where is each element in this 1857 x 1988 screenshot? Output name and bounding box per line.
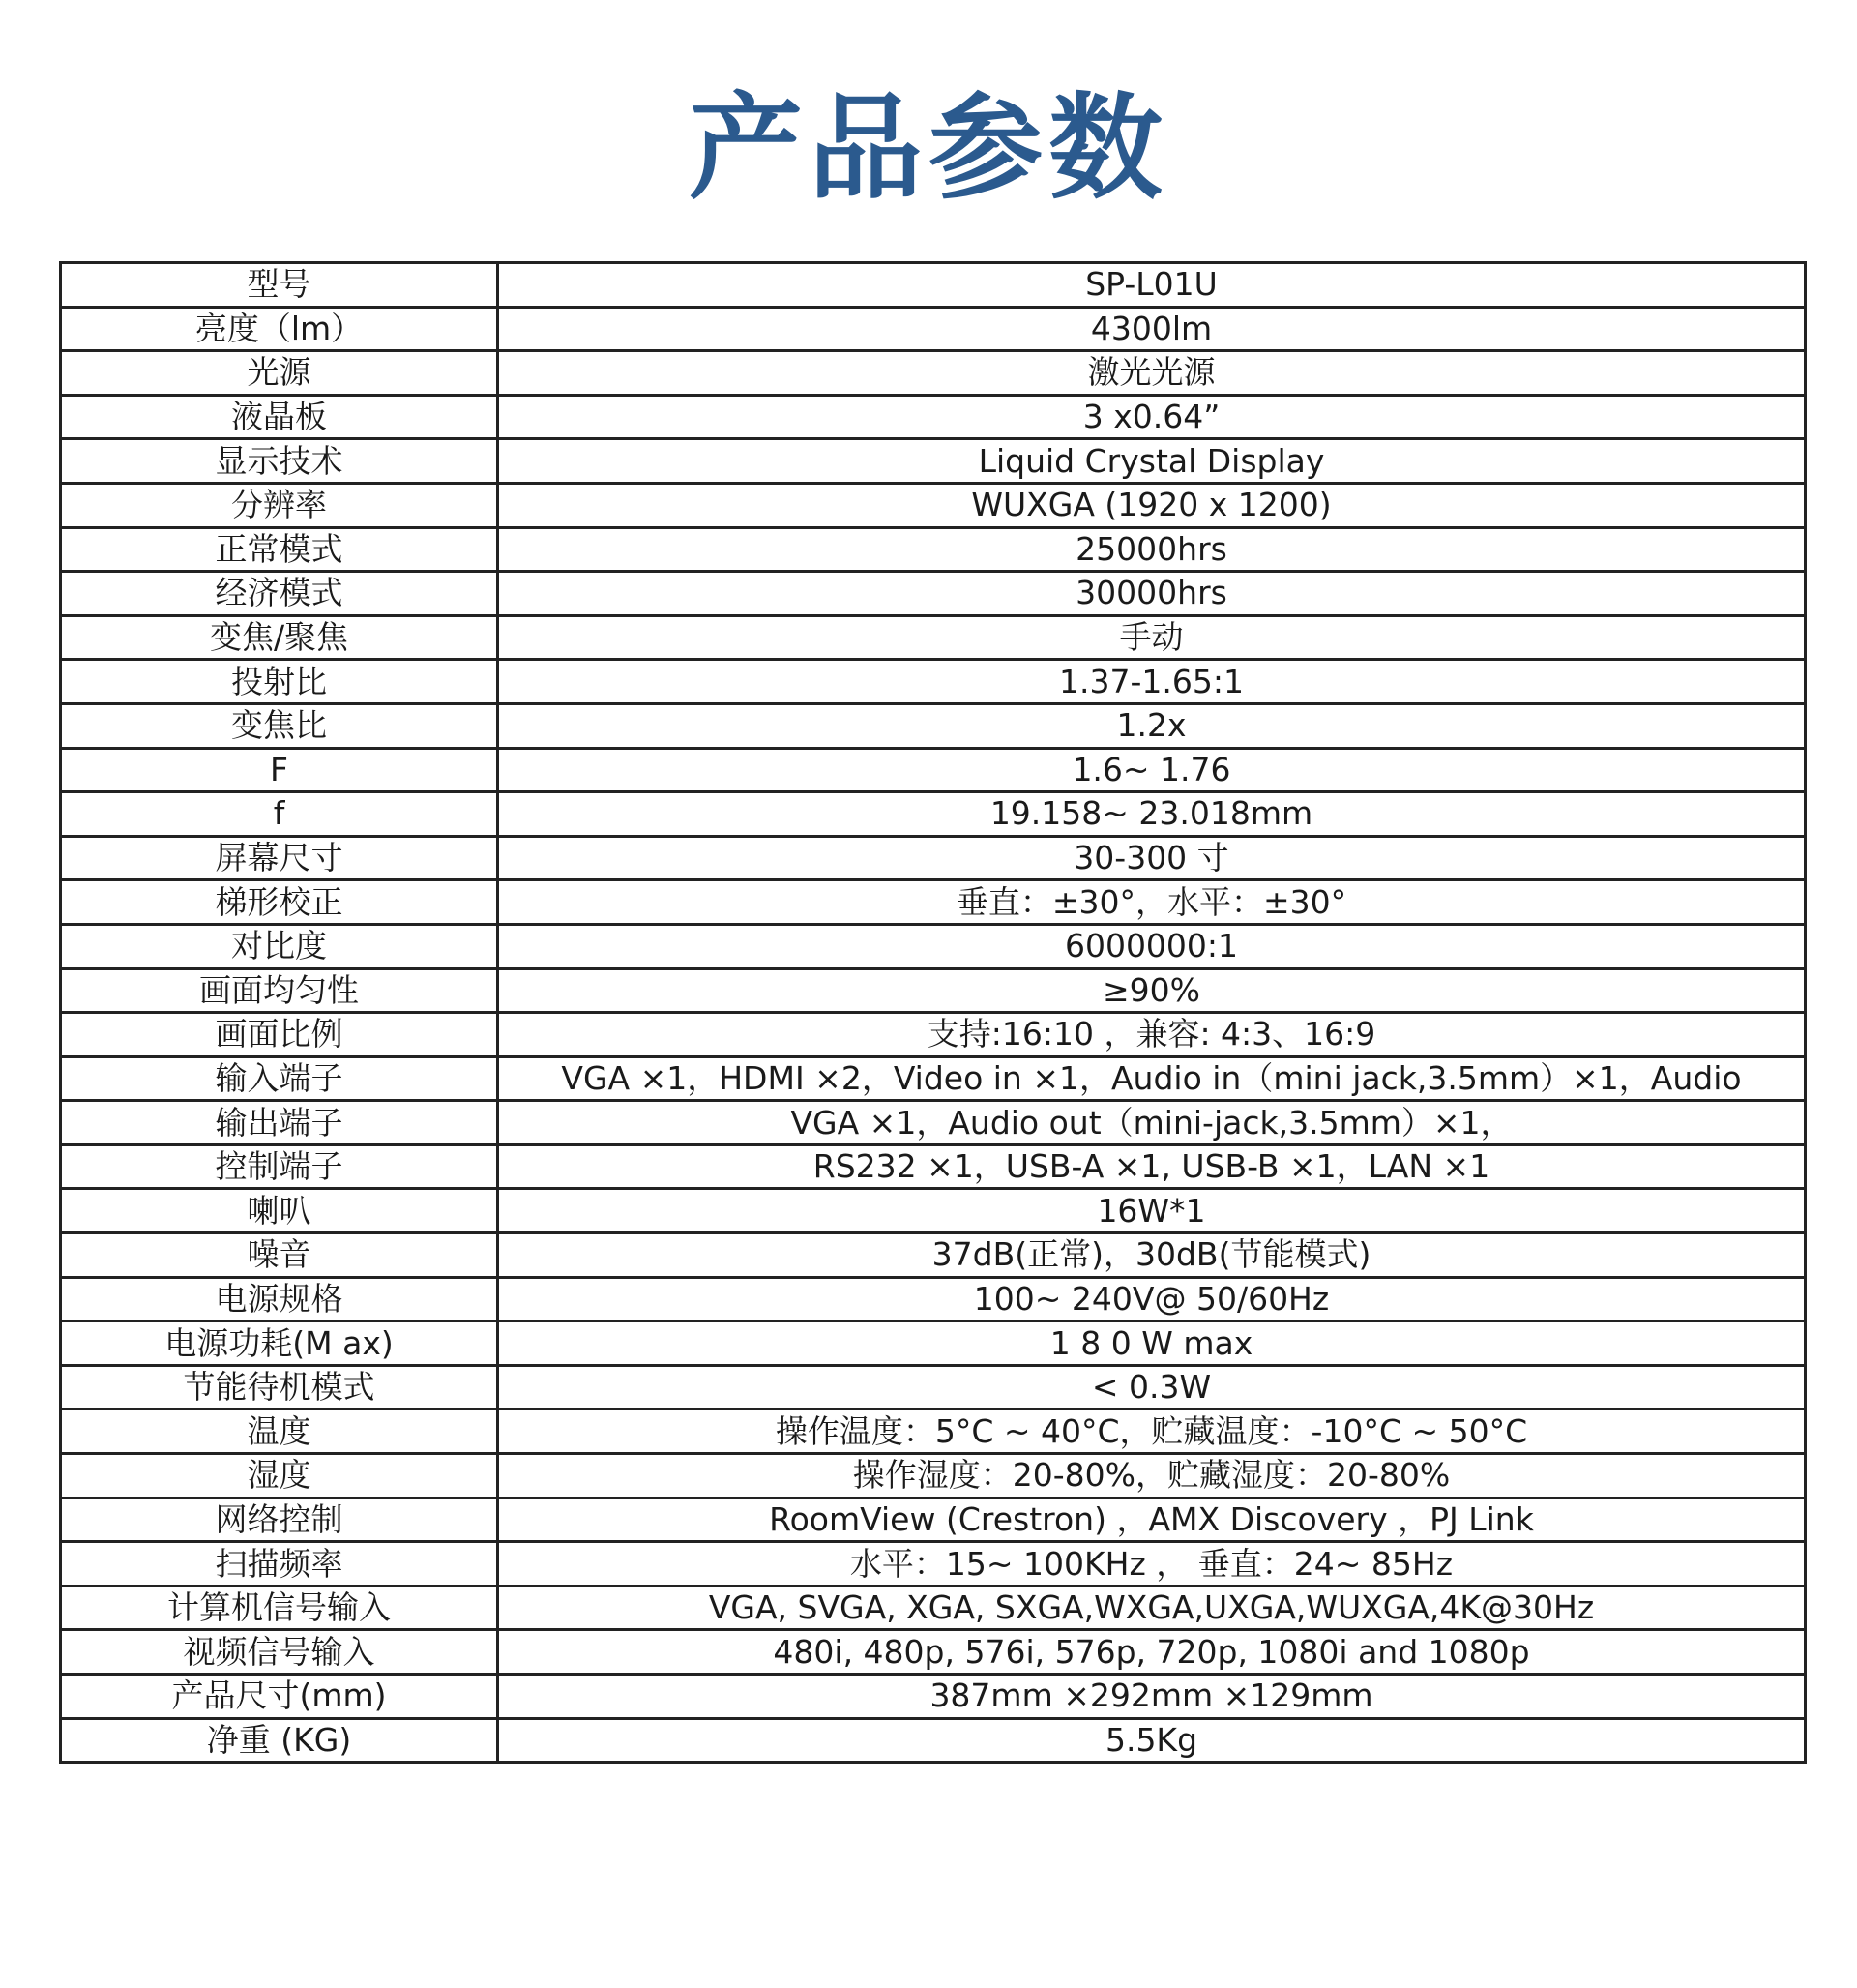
spec-label: 湿度 bbox=[61, 1454, 498, 1498]
spec-value: 37dB(正常)，30dB(节能模式) bbox=[498, 1233, 1806, 1278]
spec-label: 视频信号输入 bbox=[61, 1630, 498, 1675]
spec-label: 扫描频率 bbox=[61, 1542, 498, 1587]
spec-row bbox=[61, 1542, 1806, 1587]
spec-label: 产品尺寸(mm) bbox=[61, 1675, 498, 1719]
spec-label: 梯形校正 bbox=[61, 880, 498, 925]
spec-row bbox=[61, 880, 1806, 925]
spec-row bbox=[61, 527, 1806, 572]
spec-label: 网络控制 bbox=[61, 1498, 498, 1542]
spec-label: 噪音 bbox=[61, 1233, 498, 1278]
spec-value: SP-L01U bbox=[498, 263, 1806, 308]
spec-table-body bbox=[61, 263, 1806, 1763]
spec-label: 正常模式 bbox=[61, 527, 498, 572]
spec-label: 画面均匀性 bbox=[61, 968, 498, 1013]
spec-value: 3 x0.64” bbox=[498, 395, 1806, 439]
spec-row bbox=[61, 263, 1806, 308]
spec-label: 控制端子 bbox=[61, 1144, 498, 1189]
spec-row bbox=[61, 1189, 1806, 1233]
page-title: 产品参数 bbox=[688, 81, 1168, 215]
spec-label: 屏幕尺寸 bbox=[61, 836, 498, 880]
spec-label: 电源功耗(M ax) bbox=[61, 1321, 498, 1366]
spec-value: VGA ×1，HDMI ×2，Video in ×1，Audio in（mini jack,3.5mm）×1，Audio bbox=[498, 1056, 1806, 1101]
spec-row bbox=[61, 1586, 1806, 1630]
spec-row bbox=[61, 351, 1806, 396]
spec-label: 分辨率 bbox=[61, 483, 498, 527]
spec-row bbox=[61, 748, 1806, 792]
spec-value: WUXGA (1920 x 1200) bbox=[498, 483, 1806, 527]
spec-row bbox=[61, 1498, 1806, 1542]
spec-table bbox=[59, 261, 1807, 1764]
spec-row bbox=[61, 483, 1806, 527]
spec-label: 画面比例 bbox=[61, 1013, 498, 1057]
spec-label: 液晶板 bbox=[61, 395, 498, 439]
spec-row bbox=[61, 1144, 1806, 1189]
spec-value: 25000hrs bbox=[498, 527, 1806, 572]
spec-label: F bbox=[61, 748, 498, 792]
spec-value: Liquid Crystal Display bbox=[498, 439, 1806, 484]
spec-label: 显示技术 bbox=[61, 439, 498, 484]
spec-value: 387mm ×292mm ×129mm bbox=[498, 1675, 1806, 1719]
spec-row bbox=[61, 1718, 1806, 1763]
spec-label: 亮度（lm） bbox=[61, 307, 498, 351]
spec-row bbox=[61, 1056, 1806, 1101]
spec-value: 5.5Kg bbox=[498, 1718, 1806, 1763]
spec-label: 计算机信号输入 bbox=[61, 1586, 498, 1630]
spec-row bbox=[61, 836, 1806, 880]
spec-value: 30-300 寸 bbox=[498, 836, 1806, 880]
spec-value: 100~ 240V@ 50/60Hz bbox=[498, 1277, 1806, 1321]
spec-label: 节能待机模式 bbox=[61, 1365, 498, 1409]
spec-row bbox=[61, 572, 1806, 616]
spec-value: 激光光源 bbox=[498, 351, 1806, 396]
spec-row bbox=[61, 792, 1806, 837]
spec-value: 垂直：±30°，水平：±30° bbox=[498, 880, 1806, 925]
spec-value: 手动 bbox=[498, 615, 1806, 660]
spec-row bbox=[61, 1365, 1806, 1409]
spec-value: 支持:16:10 ，兼容: 4:3、16:9 bbox=[498, 1013, 1806, 1057]
spec-row bbox=[61, 1454, 1806, 1498]
spec-row bbox=[61, 615, 1806, 660]
spec-value: RoomView (Crestron) ，AMX Discovery ，PJ Link bbox=[498, 1498, 1806, 1542]
spec-row bbox=[61, 703, 1806, 748]
spec-value: 1 8 0 W max bbox=[498, 1321, 1806, 1366]
spec-label: 输入端子 bbox=[61, 1056, 498, 1101]
spec-row bbox=[61, 660, 1806, 704]
spec-value: 1.2x bbox=[498, 703, 1806, 748]
spec-label: 输出端子 bbox=[61, 1101, 498, 1145]
spec-label: 光源 bbox=[61, 351, 498, 396]
spec-value: ≥90% bbox=[498, 968, 1806, 1013]
spec-label: 型号 bbox=[61, 263, 498, 308]
spec-label: 变焦/聚焦 bbox=[61, 615, 498, 660]
spec-row bbox=[61, 924, 1806, 968]
spec-label: 对比度 bbox=[61, 924, 498, 968]
spec-label: 投射比 bbox=[61, 660, 498, 704]
spec-value: 19.158~ 23.018mm bbox=[498, 792, 1806, 837]
spec-row bbox=[61, 1233, 1806, 1278]
spec-value: 4300lm bbox=[498, 307, 1806, 351]
spec-value: 1.6~ 1.76 bbox=[498, 748, 1806, 792]
spec-row bbox=[61, 1675, 1806, 1719]
spec-row bbox=[61, 1101, 1806, 1145]
spec-label: 经济模式 bbox=[61, 572, 498, 616]
spec-row bbox=[61, 1630, 1806, 1675]
spec-value: 6000000:1 bbox=[498, 924, 1806, 968]
spec-row bbox=[61, 1409, 1806, 1454]
spec-row bbox=[61, 1013, 1806, 1057]
spec-value: 480i, 480p, 576i, 576p, 720p, 1080i and 1080p bbox=[498, 1630, 1806, 1675]
spec-value: RS232 ×1，USB-A ×1, USB-B ×1，LAN ×1 bbox=[498, 1144, 1806, 1189]
spec-value: 16W*1 bbox=[498, 1189, 1806, 1233]
spec-row bbox=[61, 968, 1806, 1013]
spec-value: 操作温度：5°C ~ 40°C，贮藏温度：-10°C ~ 50°C bbox=[498, 1409, 1806, 1454]
spec-value: < 0.3W bbox=[498, 1365, 1806, 1409]
spec-value: VGA ×1，Audio out（mini-jack,3.5mm）×1， bbox=[498, 1101, 1806, 1145]
spec-value: VGA, SVGA, XGA, SXGA,WXGA,UXGA,WUXGA,4K@30Hz bbox=[498, 1586, 1806, 1630]
spec-value: 30000hrs bbox=[498, 572, 1806, 616]
spec-row bbox=[61, 395, 1806, 439]
spec-label: 变焦比 bbox=[61, 703, 498, 748]
spec-row bbox=[61, 1277, 1806, 1321]
spec-label: 净重 (KG) bbox=[61, 1718, 498, 1763]
spec-label: 电源规格 bbox=[61, 1277, 498, 1321]
spec-row bbox=[61, 307, 1806, 351]
spec-value: 1.37-1.65:1 bbox=[498, 660, 1806, 704]
spec-label: 喇叭 bbox=[61, 1189, 498, 1233]
spec-row bbox=[61, 1321, 1806, 1366]
spec-label: f bbox=[61, 792, 498, 837]
spec-row bbox=[61, 439, 1806, 484]
spec-value: 操作湿度：20-80%，贮藏湿度：20-80% bbox=[498, 1454, 1806, 1498]
spec-value: 水平：15~ 100KHz ， 垂直：24~ 85Hz bbox=[498, 1542, 1806, 1587]
spec-label: 温度 bbox=[61, 1409, 498, 1454]
